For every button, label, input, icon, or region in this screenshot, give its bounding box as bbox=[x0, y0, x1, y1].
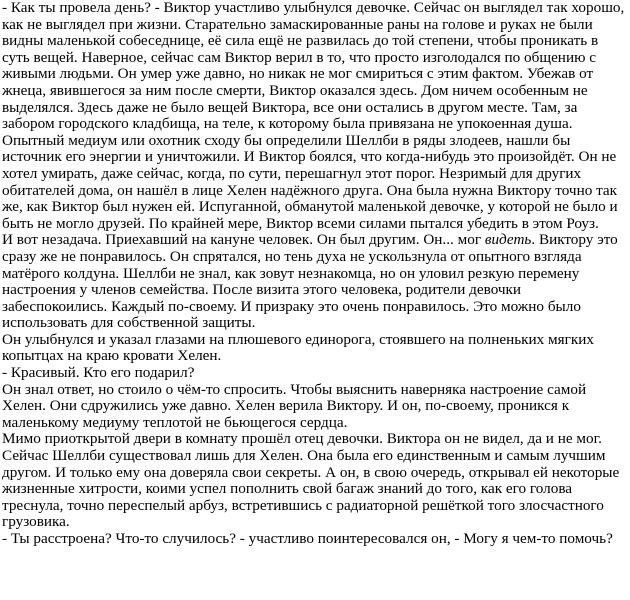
paragraph-4: Он улыбнулся и указал глазами на плюшевого единорога, стоявшего на полненьких мягких копытцах на краю кровати Хелен. bbox=[2, 330, 594, 365]
paragraph-1: - Как ты провела день? - Виктор участливо улыбнулся девочке. Сейчас он выглядел так хорошо, как не выглядел при жизни. Старательно замаскированные раны на голове и руках не были видны маленькой собеседнице, её сила ещё не развилась до той степени, чтобы проникать в суть вещей. Наверное, сейчас сам Виктор верил в то, что просто изголодался по общению с живыми людьми. Он умер уже давно, но никак не мог смириться с этим фактом. Убежав от жнеца, явившегося за ним после смерти, Виктор оказался здесь. Дом ничем особенным не выделялся. Здесь даже не было вещей Виктора, все они остались в другом месте. Там, за забором городского кладбища, на теле, к которому была привязана не упокоенная душа. bbox=[2, 0, 625, 133]
paragraph-3-after: . Виктору это сразу же не понравилось. Он спрятался, но тень духа не ускользнула от опытного взгляда матёрого колдуна. Шеллби не знал, как зовут незнакомца, но он уловил резкую перемену настроения у членов семейства. После визита этого человека, родители девочки забеспокоились. Каждый по-своему. И призраку это очень понравилось. Это можно было использовать для собственной защиты. bbox=[2, 231, 618, 332]
paragraph-3-emphasis: видеть bbox=[484, 231, 532, 249]
paragraph-2: Опытный медиум или охотник сходу бы определили Шеллби в ряды злодеев, нашли бы источник его энергии и уничтожили. И Виктор боялся, что когда-нибудь это произойдёт. Он не хотел умирать, даже сейчас, когда, по сути, перешагнул этот порог. Незримый для других обитателей дома, он нашёл в лице Хелен надёжного друга. Она была нужна Виктору точно так же, как Виктор был нужен ей. Испуганной, обманутой маленькой девочке, у которой не было и быть не могло друзей. По крайней мере, Виктор всеми силами пытался убедить в этом Роуз. bbox=[2, 131, 618, 232]
paragraph-5: - Красивый. Кто его подарил? bbox=[2, 364, 195, 382]
paragraph-3-before: И вот незадача. Приехавший на кануне человек. Он был другим. Он... мог bbox=[2, 231, 485, 249]
paragraph-8: - Ты расстроена? Что-то случилось? - участливо поинтересовался он, - Могу я чем-то помочь? bbox=[2, 530, 613, 547]
paragraph-6: Он знал ответ, но стоило о чём-то спросить. Чтобы выяснить наверняка настроение самой Хелен. Они сдружились уже давно. Хелен верила Виктору. И он, по-своему, проникся к маленькому медиуму теплотой не бьющегося сердца. bbox=[2, 380, 587, 431]
paragraph-7: Мимо приоткрытой двери в комнату прошёл отец девочки. Виктора он не видел, да и не мог. Сейчас Шеллби существовал лишь для Хелен. Она была его единственным и самым лучшим другом. И только ему она доверяла свои секреты. А он, в свою очередь, открывал ей некоторые жизненные хитрости, коими успел пополнить свой багаж знаний до того, как его голова треснула, точно переспелый арбуз, встретившись с радиаторной решёткой того злосчастного грузовика. bbox=[2, 430, 620, 531]
paragraph-3 bbox=[2, 232, 628, 332]
